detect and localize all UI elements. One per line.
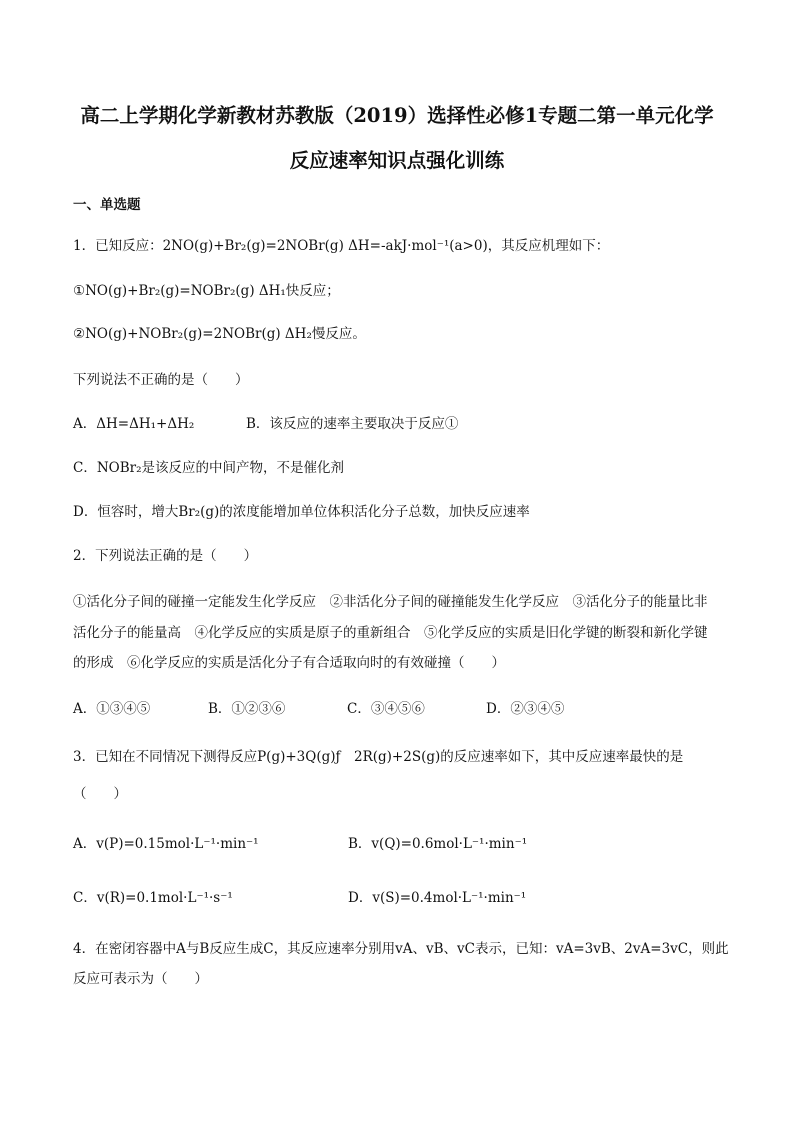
q1-step-1: ①NO(g)+Br₂(g)=NOBr₂(g) ΔH₁快反应； [73, 283, 340, 299]
q3-stem: 3．已知在不同情况下测得反应P(g)+3Q(g)ƒ 2R(g)+2S(g)的反应速率如下，其中反应速率最快的是 [73, 749, 684, 765]
section-heading: 一、单选题 [73, 197, 141, 213]
q2-option-b: B．①②③⑥ [208, 701, 286, 717]
q1-option-b: B．该反应的速率主要取决于反应① [246, 416, 459, 432]
q2-option-d: D．②③④⑤ [486, 701, 565, 717]
q3-paren: （ ） [73, 786, 127, 802]
q1-option-d: D．恒容时，增大Br₂(g)的浓度能增加单位体积活化分子总数，加快反应速率 [73, 504, 530, 520]
q2-body-line-3: 的形成 ⑥化学反应的实质是活化分子有合适取向时的有效碰撞（ ） [73, 655, 505, 671]
q2-option-c: C．③④⑤⑥ [347, 701, 425, 717]
q2-body-line-2: 活化分子的能量高 ④化学反应的实质是原子的重新组合 ⑤化学反应的实质是旧化学键的断裂和新化学键 [73, 625, 708, 641]
q4-stem: 4．在密闭容器中A与B反应生成C，其反应速率分别用vA、vB、vC表示，已知：vA=3vB、2vA=3vC，则此 [73, 941, 729, 957]
q1-stem: 1．已知反应：2NO(g)+Br₂(g)=2NOBr(g) ΔH=-akJ·mol⁻¹(a>0)，其反应机理如下： [73, 238, 610, 254]
q1-step-2: ②NO(g)+NOBr₂(g)=2NOBr(g) ΔH₂慢反应。 [73, 326, 366, 342]
q3-option-c: C．v(R)=0.1mol·L⁻¹·s⁻¹ [73, 890, 233, 906]
document-title-line-2: 反应速率知识点强化训练 [289, 149, 505, 172]
q3-option-b: B．v(Q)=0.6mol·L⁻¹·min⁻¹ [348, 836, 528, 852]
q4-stem-line-2: 反应可表示为（ ） [73, 971, 208, 987]
q1-question: 下列说法不正确的是（ ） [73, 372, 249, 388]
q3-option-a: A．v(P)=0.15mol·L⁻¹·min⁻¹ [73, 836, 259, 852]
q1-option-c: C．NOBr₂是该反应的中间产物，不是催化剂 [73, 460, 344, 476]
q3-option-d: D．v(S)=0.4mol·L⁻¹·min⁻¹ [348, 890, 527, 906]
q2-option-a: A．①③④⑤ [73, 701, 151, 717]
q2-stem: 2．下列说法正确的是（ ） [73, 548, 258, 564]
q2-body-line-1: ①活化分子间的碰撞一定能发生化学反应 ②非活化分子间的碰撞能发生化学反应 ③活化分子的能量比非 [73, 594, 708, 610]
document-title-line-1: 高二上学期化学新教材苏教版（2019）选择性必修1专题二第一单元化学 [80, 104, 714, 127]
q1-option-a: A．ΔH=ΔH₁+ΔH₂ [73, 416, 195, 432]
